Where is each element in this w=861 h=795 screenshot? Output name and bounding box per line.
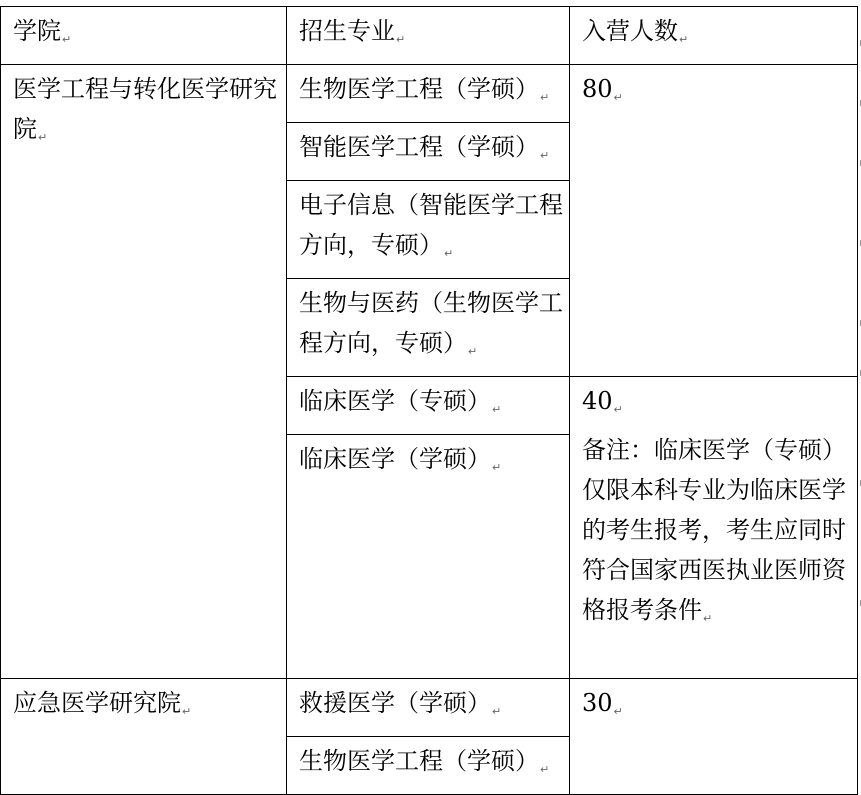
paragraph-mark-icon: ↵ [62, 33, 72, 46]
header-college: 学院 [13, 17, 61, 45]
paragraph-mark-icon: ↵ [703, 612, 713, 625]
quota-note-cell [570, 377, 858, 679]
paragraph-mark-icon: ↵ [613, 403, 623, 416]
college-name: 应急医学研究院 [13, 689, 181, 717]
major-cell [287, 377, 570, 435]
margin-mark [856, 160, 861, 166]
header-college-cell [1, 7, 287, 65]
major-cell [287, 181, 570, 279]
paragraph-mark-icon: ↵ [182, 705, 192, 718]
major-cell [287, 435, 570, 679]
major-cell [287, 679, 570, 737]
paragraph-mark-icon: ↵ [540, 149, 550, 162]
quota-value: 30 [582, 689, 613, 717]
paragraph-mark-icon: ↵ [492, 461, 502, 474]
quota-cell [570, 65, 858, 377]
table-row [1, 679, 858, 737]
college-name: 医学工程与转化医学研究院 [13, 75, 277, 143]
paragraph-mark-icon: ↵ [540, 91, 550, 104]
major-name: 救援医学（学硕） [299, 689, 491, 717]
major-name: 临床医学（专硕） [299, 387, 491, 415]
header-quota: 入营人数 [582, 17, 678, 45]
major-name: 生物医学工程（学硕） [299, 747, 539, 775]
quota-value: 80 [582, 75, 613, 103]
margin-mark [856, 240, 861, 246]
margin-mark [856, 320, 861, 326]
margin-marks [857, 40, 861, 660]
table-row [1, 65, 858, 123]
margin-mark [856, 600, 861, 606]
major-name: 生物医学工程（学硕） [299, 75, 539, 103]
quota-cell [570, 679, 858, 795]
paragraph-mark-icon: ↵ [492, 403, 502, 416]
major-cell [287, 65, 570, 123]
header-major-cell [287, 7, 570, 65]
margin-mark [856, 370, 861, 376]
quota-note: 备注：临床医学（专硕）仅限本科专业为临床医学的考生报考，考生应同时符合国家西医执业医师资格报考条件 [582, 436, 846, 624]
paragraph-mark-icon: ↵ [444, 247, 454, 260]
major-name: 智能医学工程（学硕） [299, 133, 539, 161]
paragraph-mark-icon: ↵ [468, 345, 478, 358]
margin-mark [856, 100, 861, 106]
header-row [1, 7, 858, 65]
college-cell [1, 65, 287, 679]
admissions-table [0, 6, 858, 795]
paragraph-mark-icon: ↵ [613, 705, 623, 718]
header-major: 招生专业 [299, 17, 395, 45]
margin-mark [856, 480, 861, 486]
margin-mark [856, 40, 861, 46]
major-cell [287, 123, 570, 181]
major-cell [287, 737, 570, 795]
major-name: 临床医学（学硕） [299, 445, 491, 473]
quota-value: 40 [582, 387, 613, 415]
paragraph-mark-icon: ↵ [396, 33, 406, 46]
header-quota-cell [570, 7, 858, 65]
major-name: 电子信息（智能医学工程方向，专硕） [299, 191, 563, 259]
paragraph-mark-icon: ↵ [38, 131, 48, 144]
major-name: 生物与医药（生物医学工程方向，专硕） [299, 289, 563, 357]
paragraph-mark-icon: ↵ [540, 763, 550, 776]
major-cell [287, 279, 570, 377]
paragraph-mark-icon: ↵ [613, 91, 623, 104]
paragraph-mark-icon: ↵ [679, 33, 689, 46]
college-cell [1, 679, 287, 795]
paragraph-mark-icon: ↵ [492, 705, 502, 718]
